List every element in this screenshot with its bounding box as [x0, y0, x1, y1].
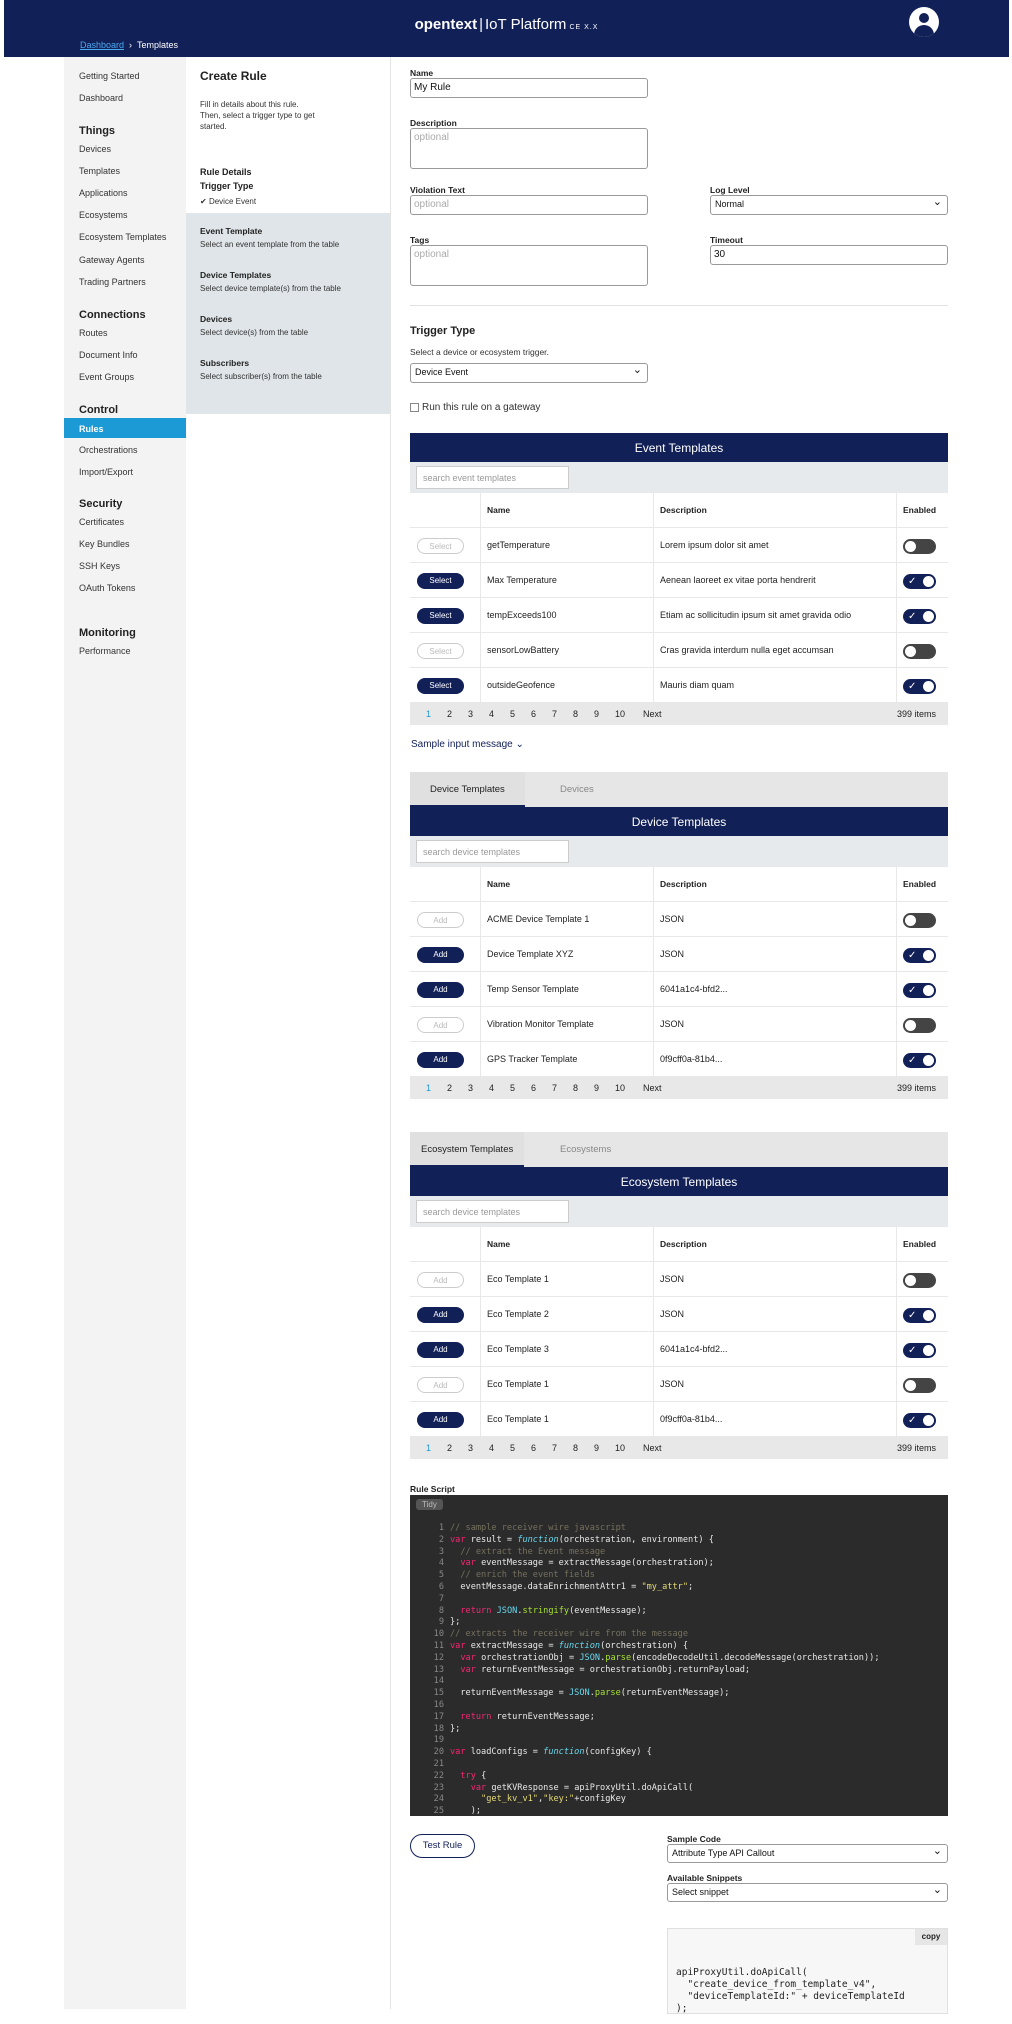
row-name: Device Template XYZ: [480, 937, 653, 972]
code-line: return returnEventMessage;: [460, 1711, 595, 1722]
violation-text-input[interactable]: optional: [410, 195, 648, 215]
row-name: Eco Template 2: [480, 1297, 653, 1332]
row-add-button[interactable]: Add: [417, 1052, 464, 1068]
table-row: [410, 668, 948, 703]
device-templates-search-input[interactable]: search device templates: [416, 840, 569, 863]
column-header-name[interactable]: Name: [480, 867, 653, 902]
line-number: 6: [438, 1581, 444, 1592]
table-row: [410, 972, 948, 1007]
check-icon: ✓: [908, 611, 917, 622]
line-number: 23: [433, 1782, 444, 1793]
sidebar-item-trading-partners[interactable]: Trading Partners: [79, 277, 146, 287]
column-header-description[interactable]: Description: [653, 1227, 896, 1262]
enabled-toggle[interactable]: [903, 1273, 936, 1288]
row-name: ACME Device Template 1: [480, 902, 653, 937]
timeout-input[interactable]: 30: [710, 245, 948, 265]
test-rule-button[interactable]: Test Rule: [410, 1834, 475, 1858]
table-row: [410, 1402, 948, 1437]
sidebar-item-applications[interactable]: Applications: [79, 188, 128, 198]
device-templates-table-title: Device Templates: [410, 807, 948, 836]
enabled-toggle[interactable]: [903, 1308, 936, 1323]
line-number: 20: [433, 1747, 444, 1758]
code-line: eventMessage.dataEnrichmentAttr1 = "my_attr";: [450, 1581, 694, 1592]
next-page-link[interactable]: Next: [643, 1083, 662, 1093]
sidebar-heading-security: Security: [79, 498, 123, 510]
column-header-select: [410, 867, 480, 902]
trigger-type-description: Select a device or ecosystem trigger.: [410, 347, 549, 357]
enabled-toggle[interactable]: [903, 1343, 936, 1358]
column-header-enabled[interactable]: Enabled: [896, 867, 948, 902]
row-name: Vibration Monitor Template: [480, 1007, 653, 1042]
row-add-button[interactable]: Add: [417, 1307, 464, 1323]
code-line: [450, 1735, 948, 1747]
row-add-button[interactable]: Add: [417, 1272, 464, 1288]
enabled-toggle[interactable]: [903, 574, 936, 589]
page-link-4[interactable]: 4: [489, 1083, 495, 1093]
column-header-select: [410, 493, 480, 528]
tab-ecosystem-templates[interactable]: Ecosystem Templates: [410, 1132, 524, 1167]
sidebar-item-rules[interactable]: Rules: [64, 418, 186, 438]
sidebar-item-devices[interactable]: Devices: [79, 144, 112, 154]
check-icon: ✔: [200, 197, 209, 206]
device-tabs: [410, 772, 948, 807]
search-bar: [410, 462, 948, 493]
line-number: 21: [433, 1758, 444, 1769]
row-name: getTemperature: [480, 528, 653, 563]
pagination: [410, 1077, 948, 1099]
line-number: 17: [433, 1711, 444, 1722]
table-row: [410, 563, 948, 598]
check-icon: ✓: [908, 985, 917, 996]
chevron-right-icon: ›: [129, 40, 133, 50]
description-label: Description: [410, 118, 457, 128]
line-number: 4: [438, 1558, 444, 1569]
pagination: [410, 1437, 948, 1459]
row-select-button[interactable]: Select: [417, 608, 464, 624]
page-link-8[interactable]: 8: [573, 1083, 579, 1093]
row-name: Max Temperature: [480, 563, 653, 598]
code-line: var getKVResponse = apiProxyUtil.doApiCall(: [470, 1782, 694, 1793]
code-line: try {: [460, 1770, 487, 1781]
sidebar-item-templates[interactable]: Templates: [79, 166, 121, 176]
line-numbers: [410, 1523, 448, 1816]
column-header-name[interactable]: Name: [480, 493, 653, 528]
page-link-7[interactable]: 7: [552, 709, 558, 719]
table-row: [410, 633, 948, 668]
row-description: JSON: [653, 1367, 896, 1402]
page-title: Create Rule: [200, 69, 267, 83]
line-number: 11: [433, 1640, 444, 1651]
check-icon: ✓: [908, 681, 917, 692]
row-description: Aenean laoreet ex vitae porta hendrerit: [653, 563, 896, 598]
row-add-button[interactable]: Add: [417, 947, 464, 963]
row-select-button[interactable]: Select: [417, 538, 464, 554]
ecosystem-templates-search-input[interactable]: search device templates: [416, 1200, 569, 1223]
check-icon: ✓: [908, 1415, 917, 1426]
page-link-4[interactable]: 4: [489, 709, 495, 719]
check-icon: ✓: [908, 1055, 917, 1066]
code-line: [450, 1676, 948, 1688]
trigger-type-heading: Trigger Type: [200, 181, 254, 191]
page-link-1[interactable]: 1: [426, 1443, 432, 1453]
sidebar: [64, 57, 186, 2009]
page-link-7[interactable]: 7: [552, 1443, 558, 1453]
code-line: returnEventMessage = JSON.parse(returnEventMessage);: [450, 1688, 730, 1699]
available-snippets-select[interactable]: Select snippet ⌄: [667, 1883, 948, 1902]
item-count: 399 items: [896, 1443, 936, 1453]
step-description: Select device(s) from the table: [200, 328, 309, 337]
page-link-1[interactable]: 1: [426, 709, 432, 719]
tags-label: Tags: [410, 235, 430, 245]
sidebar-item-ssh-keys[interactable]: SSH Keys: [79, 561, 121, 571]
table-row: [410, 1007, 948, 1042]
step-device-templates[interactable]: Device Templates: [200, 270, 272, 280]
row-description: Mauris diam quam: [653, 668, 896, 703]
line-number: 15: [433, 1688, 444, 1699]
page-link-5[interactable]: 5: [510, 709, 516, 719]
sidebar-item-gateway-agents[interactable]: Gateway Agents: [79, 255, 145, 265]
code-lines: [450, 1523, 948, 1816]
rule-script-editor[interactable]: [410, 1495, 948, 1816]
timeout-label: Timeout: [710, 235, 743, 245]
page-link-6[interactable]: 6: [531, 1443, 537, 1453]
code-line: );: [450, 1806, 482, 1816]
sample-code-select[interactable]: Attribute Type API Callout ⌄: [667, 1844, 948, 1863]
column-header-description[interactable]: Description: [653, 867, 896, 902]
page-link-3[interactable]: 3: [468, 709, 474, 719]
step-event-template[interactable]: Event Template: [200, 226, 263, 236]
row-name: Eco Template 3: [480, 1332, 653, 1367]
table-row: [410, 1262, 948, 1297]
column-header-description[interactable]: Description: [653, 493, 896, 528]
column-header-enabled[interactable]: Enabled: [896, 1227, 948, 1262]
ecosystem-templates-table-title: Ecosystem Templates: [410, 1167, 948, 1196]
tab-device-templates[interactable]: Device Templates: [410, 772, 525, 807]
code-line: var result = function(orchestration, environment) {: [450, 1534, 714, 1545]
row-name: Temp Sensor Template: [480, 972, 653, 1007]
page-link-4[interactable]: 4: [489, 1443, 495, 1453]
enabled-toggle[interactable]: [903, 609, 936, 624]
description-input[interactable]: optional: [410, 128, 648, 169]
sidebar-item-performance[interactable]: Performance: [79, 646, 131, 656]
row-description: JSON: [653, 937, 896, 972]
sidebar-item-orchestrations[interactable]: Orchestrations: [79, 445, 138, 455]
check-icon: ✓: [908, 576, 917, 587]
sidebar-heading-monitoring: Monitoring: [79, 627, 136, 639]
top-header: [4, 0, 1009, 57]
next-page-link[interactable]: Next: [643, 709, 662, 719]
trigger-type-value: ✔ Device Event: [200, 197, 257, 206]
row-name: Eco Template 1: [480, 1367, 653, 1402]
row-name: outsideGeofence: [480, 668, 653, 703]
available-snippets-label: Available Snippets: [667, 1873, 743, 1883]
page-link-10[interactable]: 10: [615, 1443, 626, 1453]
code-line: var eventMessage = extractMessage(orchestration);: [460, 1558, 714, 1569]
divider: [410, 305, 948, 306]
table-row: [410, 1297, 948, 1332]
event-templates-search-input[interactable]: search event templates: [416, 466, 569, 489]
step-devices[interactable]: Devices: [200, 314, 233, 324]
copy-button[interactable]: copy: [915, 1929, 947, 1945]
page-link-9[interactable]: 9: [594, 1083, 600, 1093]
item-count: 399 items: [896, 1083, 936, 1093]
table-row: [410, 902, 948, 937]
row-description: 0f9cff0a-81b4...: [653, 1042, 896, 1077]
line-number: 24: [433, 1794, 444, 1805]
snippet-preview[interactable]: [667, 1928, 948, 2014]
search-bar: [410, 836, 948, 867]
enabled-toggle[interactable]: [903, 1378, 936, 1393]
gateway-checkbox-label: Run this rule on a gateway: [422, 402, 541, 413]
device-templates-table: [410, 807, 948, 1099]
line-number: 2: [438, 1534, 444, 1545]
enabled-toggle[interactable]: [903, 1053, 936, 1068]
line-number: 13: [433, 1664, 444, 1675]
sidebar-heading-control: Control: [79, 404, 119, 416]
sidebar-item-ecosystems[interactable]: Ecosystems: [79, 210, 128, 220]
code-line: var returnEventMessage = orchestrationObj.returnPayload;: [460, 1664, 751, 1675]
enabled-toggle[interactable]: [903, 539, 936, 554]
divider: [390, 57, 391, 2009]
brand-logo: opentext | IoT Platform CE X.X: [414, 16, 599, 33]
sidebar-item-dashboard[interactable]: Dashboard: [79, 93, 124, 103]
row-name: GPS Tracker Template: [480, 1042, 653, 1077]
row-select-button[interactable]: Select: [417, 678, 464, 694]
row-description: JSON: [653, 902, 896, 937]
row-description: Etiam ac sollicitudin ipsum sit amet gravida odio: [653, 598, 896, 633]
column-header-enabled[interactable]: Enabled: [896, 493, 948, 528]
line-number: 9: [438, 1617, 444, 1628]
name-input[interactable]: My Rule: [410, 78, 648, 98]
code-line: return JSON.stringify(eventMessage);: [460, 1605, 647, 1616]
step-subscribers[interactable]: Subscribers: [200, 358, 250, 368]
step-description: Select device template(s) from the table: [200, 284, 341, 293]
table-header-row: [410, 867, 948, 902]
code-line: [450, 1594, 948, 1606]
sidebar-heading-things: Things: [79, 125, 116, 137]
line-number: 22: [433, 1770, 444, 1781]
line-number: 12: [433, 1652, 444, 1663]
search-bar: [410, 1196, 948, 1227]
rule-details-heading: Rule Details: [200, 167, 252, 177]
table-row: [410, 1367, 948, 1402]
tab-ecosystems[interactable]: Ecosystems: [560, 1144, 612, 1155]
page-link-2[interactable]: 2: [447, 1443, 453, 1453]
event-templates-table: [410, 433, 948, 725]
gateway-checkbox[interactable]: [410, 403, 419, 412]
line-number: 16: [433, 1699, 444, 1710]
row-name: sensorLowBattery: [480, 633, 653, 668]
sidebar-item-ecosystem-templates[interactable]: Ecosystem Templates: [79, 232, 167, 242]
user-avatar-icon[interactable]: [909, 7, 939, 37]
line-number: 18: [433, 1723, 444, 1734]
log-level-label: Log Level: [710, 185, 750, 195]
enabled-toggle[interactable]: [903, 913, 936, 928]
row-description: 6041a1c4-bfd2...: [653, 1332, 896, 1367]
table-row: [410, 1332, 948, 1367]
page-link-3[interactable]: 3: [468, 1443, 474, 1453]
tags-input[interactable]: optional: [410, 245, 648, 286]
next-page-link[interactable]: Next: [643, 1443, 662, 1453]
page-link-5[interactable]: 5: [510, 1083, 516, 1093]
line-number: 14: [433, 1676, 444, 1687]
code-line: var loadConfigs = function(configKey) {: [450, 1747, 652, 1758]
sidebar-item-certificates[interactable]: Certificates: [79, 517, 125, 527]
line-number: 19: [433, 1735, 444, 1746]
check-icon: ✓: [908, 1310, 917, 1321]
code-line: };: [450, 1723, 461, 1734]
row-description: 6041a1c4-bfd2...: [653, 972, 896, 1007]
table-header-row: [410, 1227, 948, 1262]
line-number: 10: [433, 1629, 444, 1640]
enabled-toggle[interactable]: [903, 983, 936, 998]
row-add-button[interactable]: Add: [417, 1342, 464, 1358]
page-link-7[interactable]: 7: [552, 1083, 558, 1093]
rule-script-label: Rule Script: [410, 1484, 455, 1494]
breadcrumb: [80, 40, 178, 50]
row-add-button[interactable]: Add: [417, 1377, 464, 1393]
table-row: [410, 528, 948, 563]
page-link-2[interactable]: 2: [447, 709, 453, 719]
page-link-3[interactable]: 3: [468, 1083, 474, 1093]
row-description: JSON: [653, 1262, 896, 1297]
code-line: var orchestrationObj = JSON.parse(encodeDecodeUtil.decodeMessage(orchestration));: [460, 1652, 880, 1663]
code-line: [450, 1759, 948, 1771]
breadcrumb-dashboard[interactable]: Dashboard: [80, 40, 125, 50]
sidebar-item-import-export[interactable]: Import/Export: [79, 467, 134, 477]
code-line: [450, 1700, 948, 1712]
enabled-toggle[interactable]: [903, 1413, 936, 1428]
sidebar-item-getting-started[interactable]: Getting Started: [79, 71, 140, 81]
row-select-button[interactable]: Select: [417, 573, 464, 589]
page-link-1[interactable]: 1: [426, 1083, 432, 1093]
page-link-5[interactable]: 5: [510, 1443, 516, 1453]
table-header-row: [410, 493, 948, 528]
violation-text-label: Violation Text: [410, 185, 465, 195]
column-header-name[interactable]: Name: [480, 1227, 653, 1262]
sidebar-item-oauth-tokens[interactable]: OAuth Tokens: [79, 583, 136, 593]
code-line: // enrich the event fields: [450, 1570, 595, 1581]
row-add-button[interactable]: Add: [417, 912, 464, 928]
page-link-8[interactable]: 8: [573, 709, 579, 719]
code-line: // extracts the receiver wire from the message: [450, 1629, 688, 1640]
check-icon: ✓: [908, 1345, 917, 1356]
page-link-6[interactable]: 6: [531, 709, 537, 719]
page-link-2[interactable]: 2: [447, 1083, 453, 1093]
line-number: 25: [433, 1806, 444, 1816]
enabled-toggle[interactable]: [903, 1018, 936, 1033]
sample-input-message-toggle[interactable]: Sample input message ⌄: [411, 739, 524, 750]
row-description: Cras gravida interdum nulla eget accumsan: [653, 633, 896, 668]
line-number: 1: [438, 1523, 444, 1533]
step-description: Select subscriber(s) from the table: [200, 372, 322, 381]
code-line: var extractMessage = function(orchestration) {: [450, 1640, 689, 1651]
pagination: [410, 703, 948, 725]
breadcrumb-current: Templates: [137, 40, 179, 50]
row-add-button[interactable]: Add: [417, 982, 464, 998]
code-line: };: [450, 1617, 461, 1628]
page-link-9[interactable]: 9: [594, 1443, 600, 1453]
page-link-6[interactable]: 6: [531, 1083, 537, 1093]
snippet-code: apiProxyUtil.doApiCall( "create_device_from_template_v4", "deviceTemplateId:" + deviceTemplateId );: [676, 1967, 905, 2014]
trigger-type-title: Trigger Type: [410, 325, 476, 337]
tab-devices[interactable]: Devices: [560, 784, 594, 795]
panel-description: Fill in details about this rule. Then, select a trigger type to get started.: [200, 100, 315, 131]
table-row: [410, 937, 948, 972]
line-number: 8: [438, 1605, 444, 1616]
sidebar-item-key-bundles[interactable]: Key Bundles: [79, 539, 130, 549]
row-description: 0f9cff0a-81b4...: [653, 1402, 896, 1437]
row-name: Eco Template 1: [480, 1402, 653, 1437]
line-number: 7: [438, 1593, 444, 1604]
name-label: Name: [410, 68, 434, 78]
item-count: 399 items: [896, 709, 936, 719]
line-number: 5: [438, 1570, 444, 1581]
page-link-10[interactable]: 10: [615, 1083, 626, 1093]
ecosystem-templates-table: [410, 1167, 948, 1459]
page-link-9[interactable]: 9: [594, 709, 600, 719]
row-description: Lorem ipsum dolor sit amet: [653, 528, 896, 563]
column-header-select: [410, 1227, 480, 1262]
rule-steps: [186, 213, 390, 414]
enabled-toggle[interactable]: [903, 948, 936, 963]
log-level-select[interactable]: Normal ⌄: [710, 195, 948, 215]
row-select-button[interactable]: Select: [417, 643, 464, 659]
page-link-8[interactable]: 8: [573, 1443, 579, 1453]
row-add-button[interactable]: Add: [417, 1017, 464, 1033]
enabled-toggle[interactable]: [903, 644, 936, 659]
enabled-toggle[interactable]: [903, 679, 936, 694]
row-description: JSON: [653, 1297, 896, 1332]
sample-code-label: Sample Code: [667, 1834, 721, 1844]
code-line: "get_kv_v1","key:"+configKey: [481, 1794, 626, 1805]
code-line: // sample receiver wire javascript: [450, 1523, 626, 1533]
page-link-10[interactable]: 10: [615, 709, 626, 719]
row-name: Eco Template 1: [480, 1262, 653, 1297]
table-row: [410, 598, 948, 633]
table-row: [410, 1042, 948, 1077]
event-templates-table-title: Event Templates: [410, 433, 948, 462]
sidebar-item-routes[interactable]: Routes: [79, 328, 108, 338]
row-name: tempExceeds100: [480, 598, 653, 633]
step-description: Select an event template from the table: [200, 240, 340, 249]
check-icon: ✓: [908, 950, 917, 961]
tidy-button[interactable]: Tidy: [416, 1499, 443, 1510]
trigger-type-select[interactable]: Device Event ⌄: [410, 363, 648, 383]
sidebar-heading-connections: Connections: [79, 309, 146, 321]
row-add-button[interactable]: Add: [417, 1412, 464, 1428]
code-line: // extract the Event message: [450, 1546, 606, 1557]
sidebar-item-document-info[interactable]: Document Info: [79, 350, 138, 360]
line-number: 3: [438, 1546, 444, 1557]
row-description: JSON: [653, 1007, 896, 1042]
ecosystem-tabs: [410, 1132, 948, 1167]
sidebar-item-event-groups[interactable]: Event Groups: [79, 372, 135, 382]
